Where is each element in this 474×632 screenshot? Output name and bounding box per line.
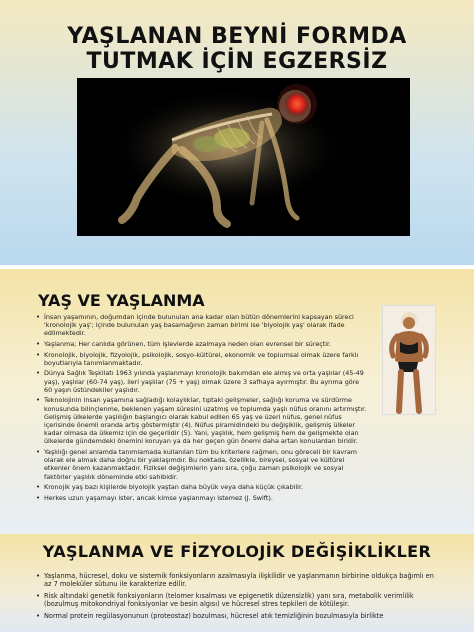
xray-runner-illustration: [77, 78, 410, 236]
bullet-item: • Kronolojik, biyolojik, fizyolojik, psikolojik, sosyo-kültürel, ekonomik ve toplumsal olmak üzere farklı boyutlarıyla tanımlanmaktadır.: [36, 351, 369, 367]
bullet-item: • Herkes uzun yaşamayı ister, ancak kimse yaşlanmayı istemez (J. Swift).: [36, 494, 369, 502]
xray-runner-image: [77, 78, 410, 236]
bullet-item: • Yaşlanma; Her canlıda görünen, tüm işlevlerde azalmaya neden olan evrensel bir süreçtir.: [36, 340, 369, 348]
slide-3-bullet-list: [36, 572, 436, 623]
bullet-item: • Yaşlanma, hücresel, doku ve sistemik fonksiyonların azalmasıyla ilişkilidir ve yaşlanmanın birbirine oldukça bağımlı en az 7 moleküler sütunu ile karakterize edilir.: [36, 572, 436, 589]
bullet-item: • Kronojik yaş bazı kişilerde biyolojik yaştan daha büyük veya daha küçük çıkabilir.: [36, 483, 369, 491]
bullet-item: • İnsan yaşamının, doğumdan içinde bulunulan ana kadar olan bütün dönemlerini kapsayan süreci 'kronolojik yaş'; içinde bulunulan yaş basamağının zaman birimi ise 'biyolojik yaş' olarak ifade edilmektedir.: [36, 313, 369, 338]
slide-1: [0, 0, 474, 265]
title-line-1: YAŞLANAN BEYNİ FORMDA: [67, 24, 407, 49]
slide-2-heading: YAŞ VE YAŞLANMA: [38, 291, 205, 310]
bodybuilder-illustration: [383, 306, 435, 414]
slide-1-title: [0, 24, 474, 74]
title-line-2: TUTMAK İÇİN EGZERSİZ: [86, 49, 388, 74]
slide-2-bullet-list: [36, 313, 369, 504]
slide-3-heading: YAŞLANMA VE FİZYOLOJİK DEĞİŞİKLİKLER: [42, 542, 432, 561]
senior-bodybuilder-photo: [382, 305, 436, 415]
slide-2: [0, 269, 474, 534]
bullet-item: • Yaşlılığı genel anlamda tanımlamada kullanılan tüm bu kriterlere rağmen, onu göreceli bir kavram olarak ele almak daha doğru bir yaklaşımdır. Bu noktada, özellikle, bireysel, sosyal ve kültürel etkenler önem kazanmaktadır. Fiziksel değişimlerin yanı sıra, çoğu zaman psikolojik ve sosyal faktörler yaşlılık döneminde etki sahibidir.: [36, 448, 369, 481]
slide-3: [0, 534, 474, 632]
bullet-item: • Risk altındaki genetik fonksiyonların (telomer kısalması ve epigenetik düzensizlik) yanı sıra, metabolik verimlilik (bozulmuş mitokondriyal fonksiyonlar ve besin algısı) ve hücresel stres tepkileri de kötüleşir.: [36, 592, 436, 609]
bullet-item: • Teknolojinin insan yaşamına sağladığı kolaylıklar, tıptaki gelişmeler, sağlığı koruma ve sürdürme konusunda bilinçlenme, beklenen yaşam süresini uzatmış ve toplumda yaşlı nüfus oranını artırmıştır. Gelişmiş ülkelerde yaşlılığın başlangıcı olarak kabul edilen 65 yaş ve üzeri nüfus, genel nüfus içerisinde önemli oranda artış göstermiştir (4). Nüfus piramidindeki bu değişiklik, gelişmiş ülkeler kadar olmasa da ülkemiz için de geçerlidir (5). Yani, yaşlılık, hem gelişmiş hem de gelişmekte olan ülkelerde gündemdeki önemini koruyan ya da her geçen gün önemi daha artan konulardan biridir.: [36, 396, 369, 445]
bullet-item: • Normal protein regülasyonunun (proteostaz) bozulması, hücresel atık temizliğinin bozulmasıyla birlikte: [36, 612, 436, 620]
bullet-item: • Dünya Sağlık Teşkilatı 1963 yılında yaşlanmayı kronolojik bakımdan ele almış ve orta yaşlılar (45-49 yaş), yaşlılar (60-74 yaş), ileri yaşlılar (75 + yaş) olmak üzere 3 safhaya ayırmıştır. Bu ayrıma göre 60 yaşın üstündekiler yaşlıdır.: [36, 369, 369, 394]
